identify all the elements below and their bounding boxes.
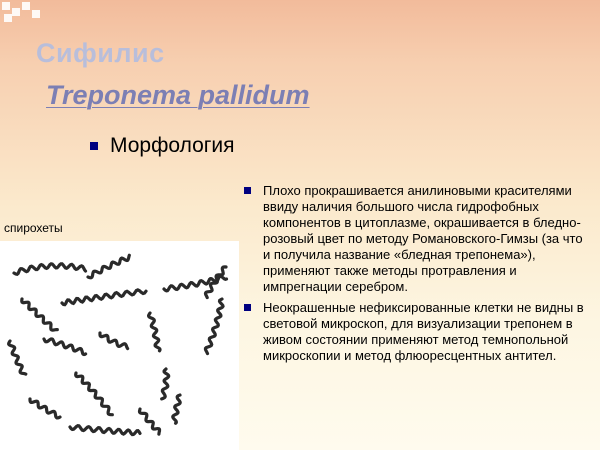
spirochete-shape — [9, 341, 26, 374]
spirochete-shape — [70, 426, 140, 435]
bullet-list — [243, 183, 585, 364]
spirochete-shape — [76, 373, 113, 415]
spirochete-drawing — [0, 241, 239, 450]
bullet-item — [243, 300, 585, 364]
spirochete-shape — [140, 409, 160, 434]
bullet-item — [243, 183, 585, 295]
decorative-squares-icon — [0, 0, 46, 28]
spirochete-shape — [14, 264, 86, 275]
bullet-square-icon — [244, 304, 251, 311]
bullet-square-icon — [244, 187, 251, 194]
section-heading-text: Морфология — [110, 134, 235, 157]
spirochete-shape — [88, 255, 129, 277]
bullet-text: Неокрашенные нефиксированные клетки не видны в световой микроскоп, для визуализации трепонем в живом состоянии применяют метод темнопольной микроскопии и метод флюоресцентных антител. — [263, 300, 584, 363]
spirochete-shape — [62, 290, 146, 305]
slide-subtitle: Treponema pallidum — [46, 80, 310, 110]
bullet-text: Плохо прокрашивается анилиновыми красителями ввиду наличия большого числа гидрофобных компонентов в цитоплазме, окрашивается в бледно-розовый цвет по методу Романовского-Гимзы (за что и получила название «бледная трепонема»), применяют также методы протравления и импрегнации серебром. — [263, 183, 583, 294]
spirochete-illustration — [0, 241, 239, 450]
spirochete-shape — [100, 333, 128, 349]
spirochete-shape — [206, 299, 224, 354]
spirochete-shape — [22, 299, 58, 330]
spirochete-shape — [149, 313, 160, 351]
spirochete-shape — [162, 369, 169, 399]
spirochete-shape — [173, 395, 180, 423]
spirochete-shape — [44, 339, 86, 355]
section-heading — [90, 134, 235, 158]
bullet-square-icon — [90, 142, 98, 150]
slide-title: Сифилис — [36, 38, 165, 68]
spirochete-shape — [30, 399, 60, 418]
image-caption: спирохеты — [4, 221, 63, 235]
